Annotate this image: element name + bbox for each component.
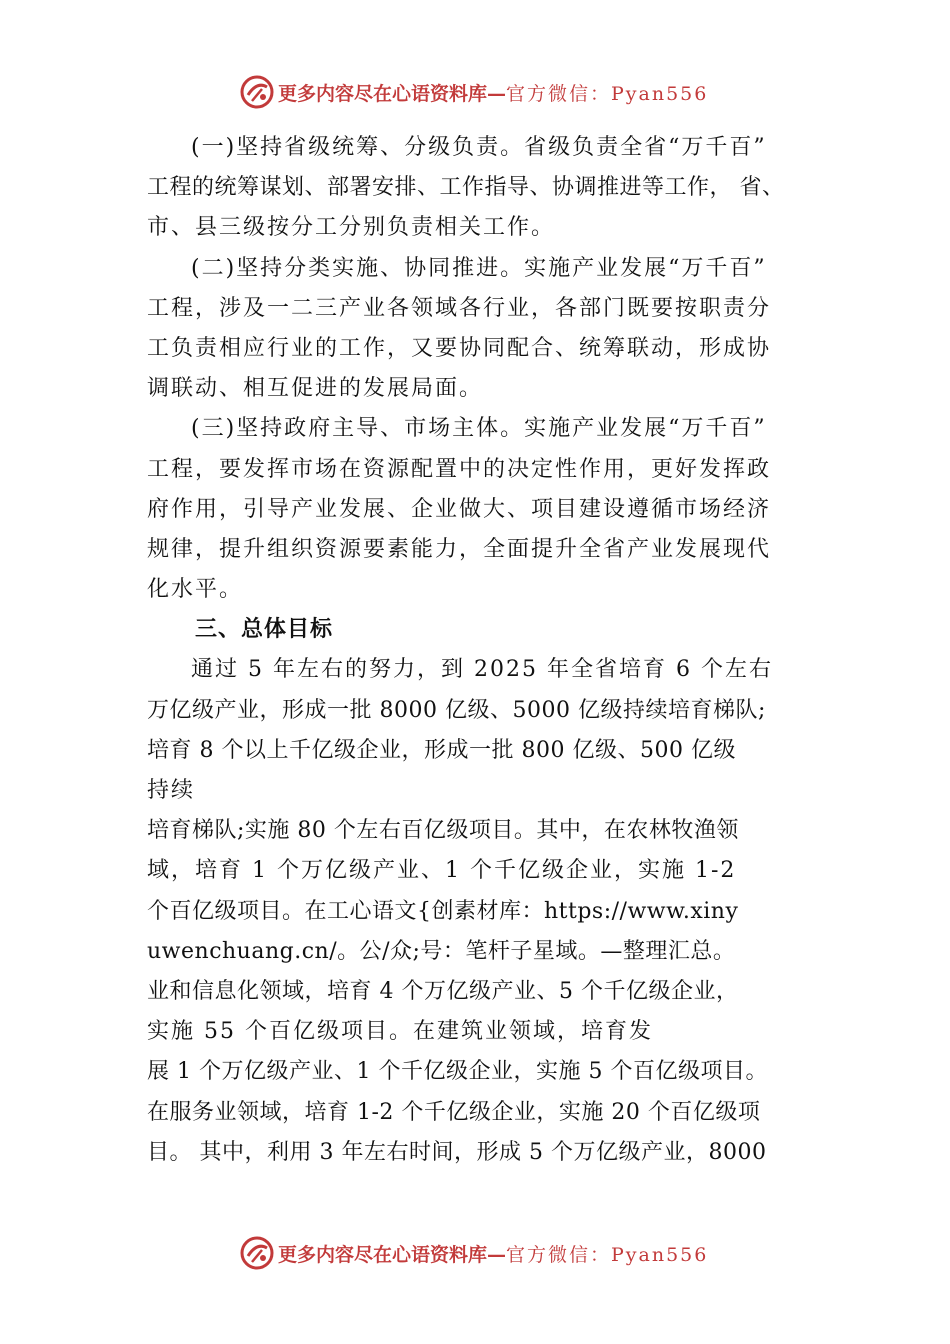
text-line: 个百亿级项目。在工心语文{创素材库：https://www.xiny bbox=[147, 898, 739, 924]
text-line: 府作用，引导产业发展、企业做大、项目建设遵循市场经济 bbox=[147, 496, 772, 522]
text-line: 市、县三级按分工分别负责相关工作。 bbox=[147, 215, 556, 241]
text-line: 通过 5 年左右的努力，到 2025 年全省培育 6 个左右 bbox=[191, 657, 773, 683]
text-line: 工负责相应行业的工作，又要协同配合、统筹联动，形成协 bbox=[147, 335, 772, 361]
header-watermark bbox=[240, 72, 708, 112]
footer-watermark bbox=[240, 1233, 708, 1273]
text-line: 化水平。 bbox=[147, 577, 244, 603]
watermark-text: 更多内容尽在心语资料库— bbox=[278, 1243, 507, 1266]
text-line: 工程的统筹谋划、部署安排、工作指导、协调推进等工作， 省、 bbox=[147, 175, 785, 201]
text-line: (二)坚持分类实施、协同推进。实施产业发展“万千百” bbox=[191, 255, 767, 281]
text-line: 工程，要发挥市场在资源配置中的决定性作用，更好发挥政 bbox=[147, 456, 772, 482]
text-line: 在服务业领域，培育 1-2 个千亿级企业，实施 20 个百亿级项 bbox=[147, 1099, 761, 1125]
brand-logo-icon bbox=[240, 1236, 274, 1270]
text-line: (一)坚持省级统筹、分级负责。省级负责全省“万千百” bbox=[191, 135, 767, 160]
text-line: 域，培育 1 个万亿级产业、1 个千亿级企业，实施 1-2 bbox=[147, 858, 737, 884]
watermark-text: 更多内容尽在心语资料库— bbox=[278, 82, 507, 105]
brand-logo-icon bbox=[240, 75, 274, 109]
watermark-wechat: 官方微信：Pyan556 bbox=[506, 82, 709, 105]
text-line: 业和信息化领域，培育 4 个万亿级产业、5 个千亿级企业， bbox=[147, 978, 739, 1004]
text-line: 培育 8 个以上千亿级企业，形成一批 800 亿级、500 亿级 bbox=[147, 737, 736, 763]
text-line: uwenchuang.cn/。公/众;号：笔杆子星域。—整理汇总。 bbox=[147, 938, 736, 964]
text-line: 工程，涉及一二三产业各领域各行业，各部门既要按职责分 bbox=[147, 295, 772, 321]
text-line: 持续 bbox=[147, 778, 196, 803]
document-body bbox=[147, 128, 827, 1173]
text-line: 实施 55 个百亿级项目。在建筑业领域，培育发 bbox=[147, 1019, 653, 1045]
text-line: 规律，提升组织资源要素能力，全面提升全省产业发展现代 bbox=[147, 536, 772, 562]
text-line: 展 1 个万亿级产业、1 个千亿级企业，实施 5 个百亿级项目。 bbox=[147, 1059, 768, 1085]
section-heading: 三、总体目标 bbox=[195, 617, 334, 643]
text-line: 调联动、相互促进的发展局面。 bbox=[147, 376, 484, 402]
text-line: 目。 其中，利用 3 年左右时间，形成 5 个万亿级产业，8000 bbox=[147, 1139, 767, 1165]
text-line: (三)坚持政府主导、市场主体。实施产业发展“万千百” bbox=[191, 416, 767, 442]
watermark-wechat: 官方微信：Pyan556 bbox=[506, 1243, 709, 1266]
text-line: 培育梯队;实施 80 个左右百亿级项目。其中，在农林牧渔领 bbox=[147, 818, 739, 844]
text-line: 万亿级产业，形成一批 8000 亿级、5000 亿级持续培育梯队; bbox=[147, 697, 766, 723]
